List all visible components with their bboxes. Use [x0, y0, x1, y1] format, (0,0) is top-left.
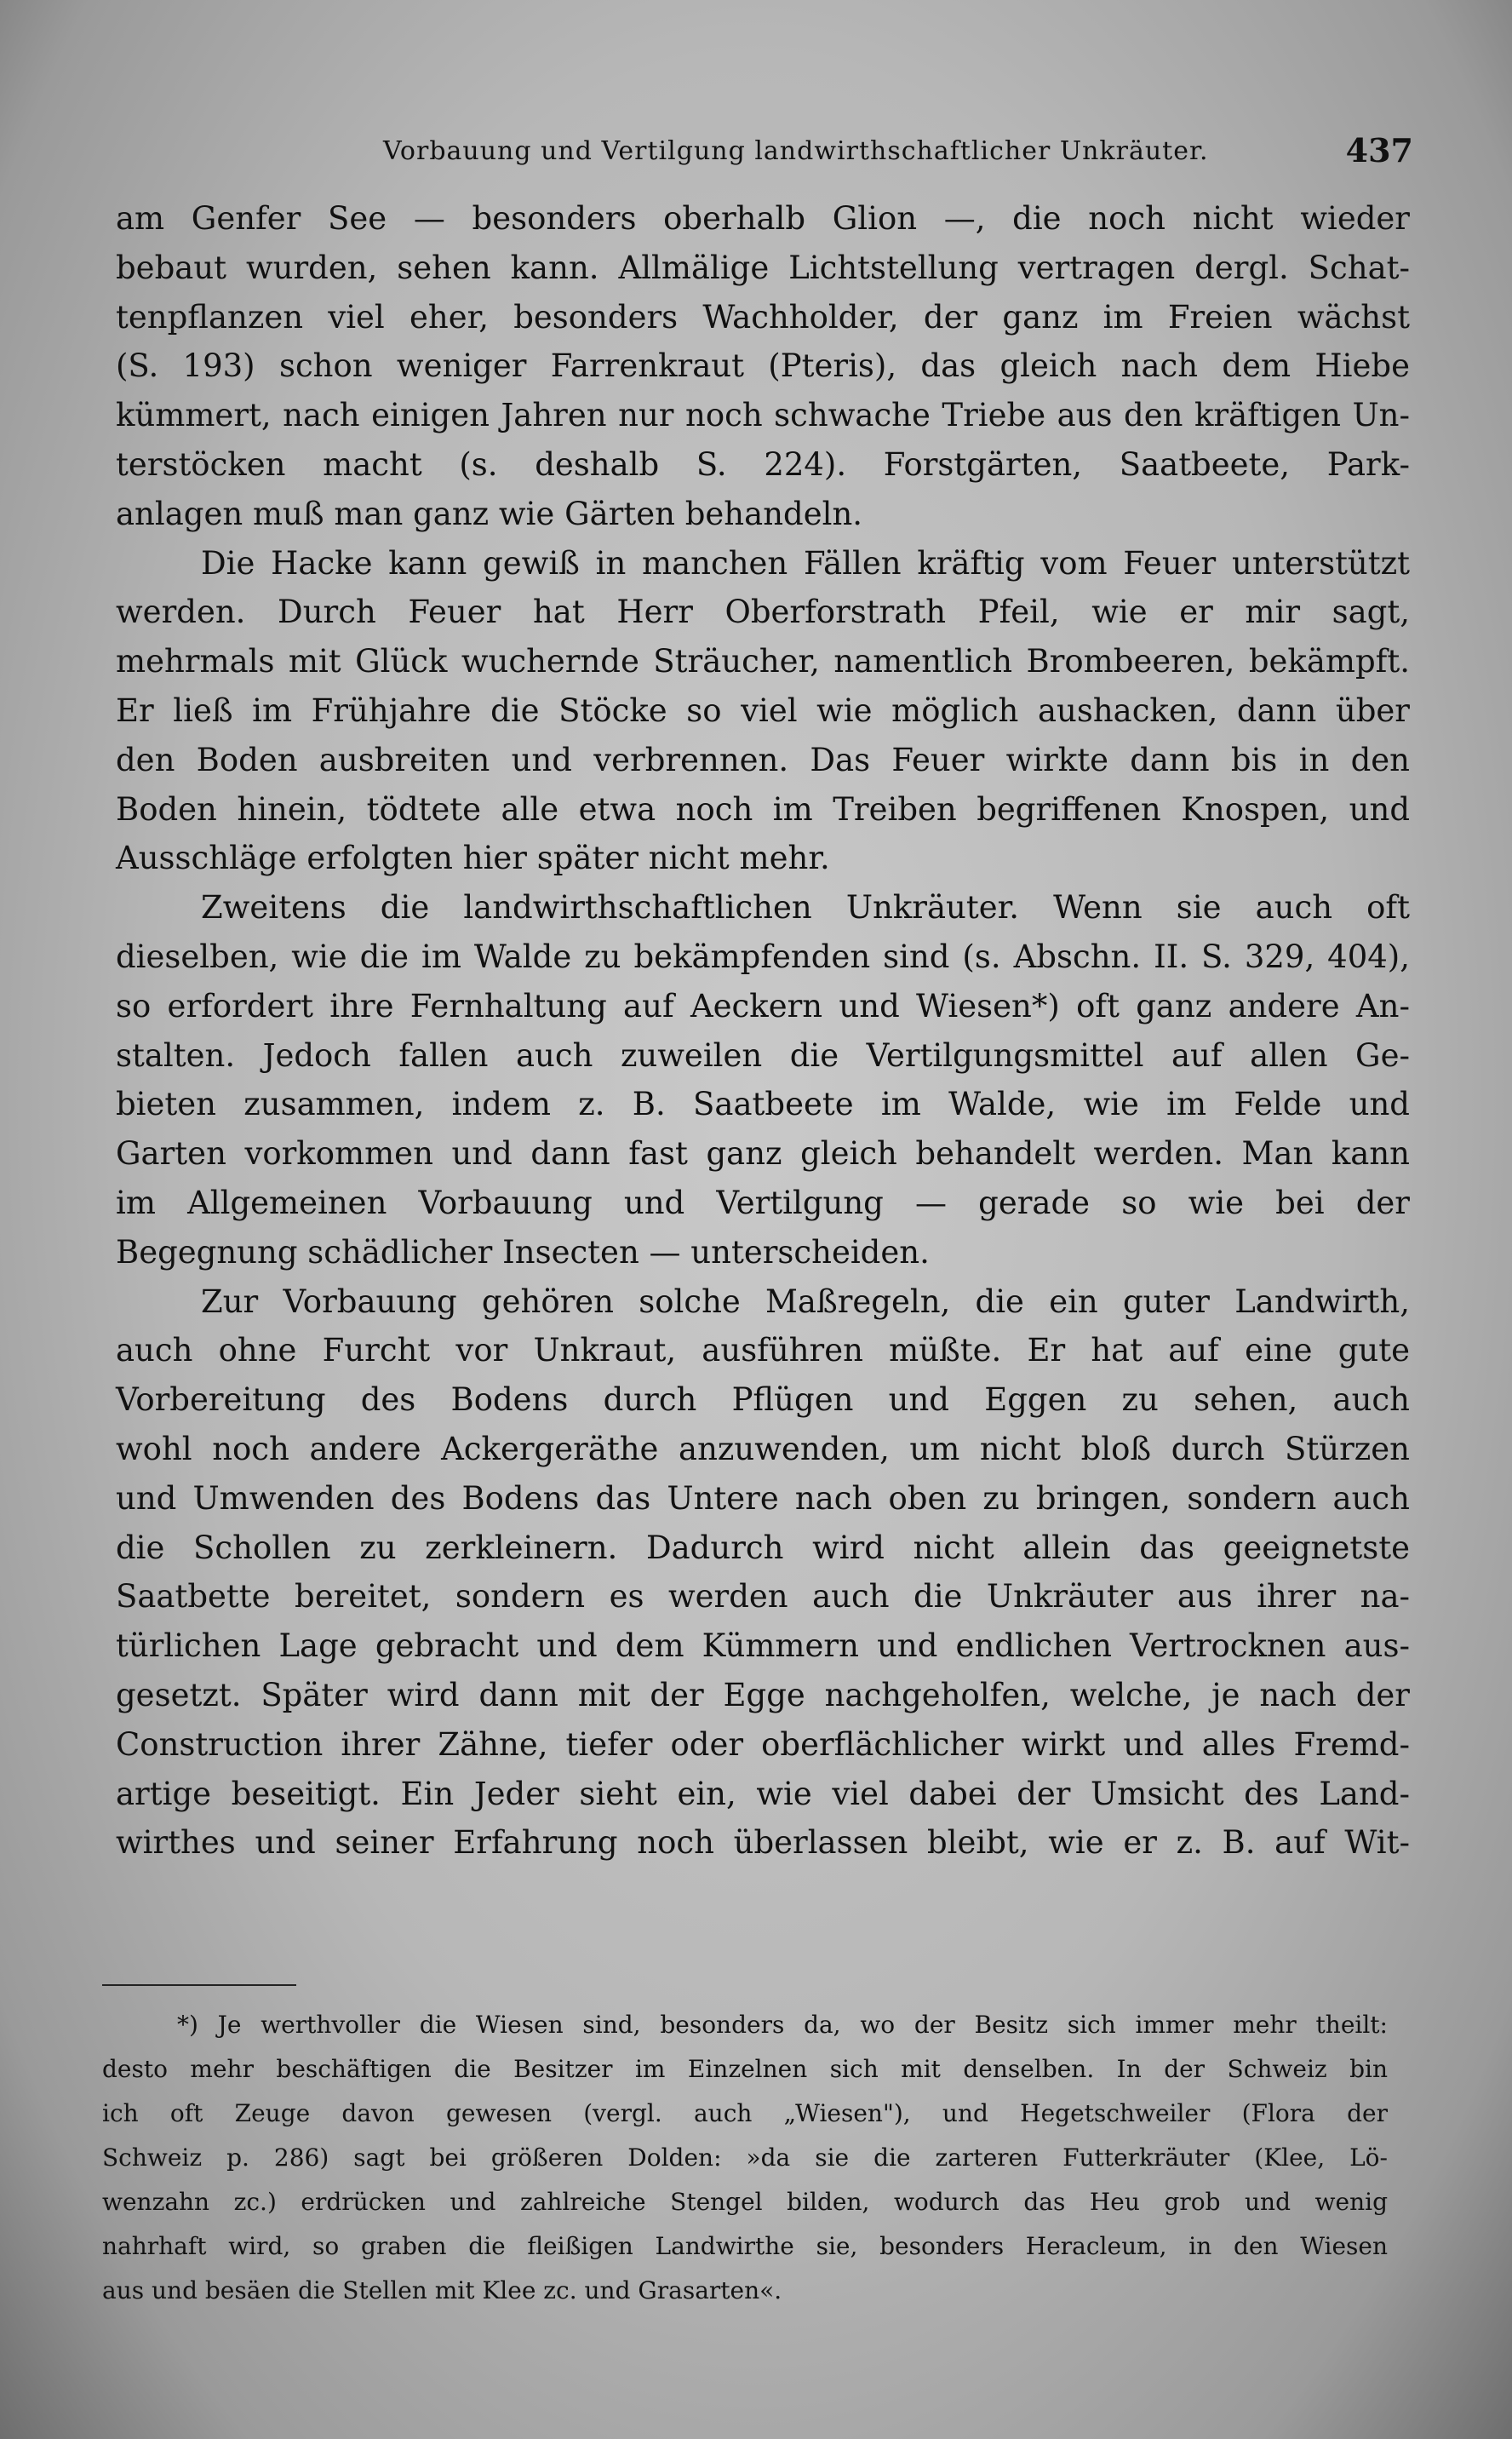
text-line: tenpflanzen viel eher, besonders Wachholder, der ganz im Freien wächst: [116, 298, 1410, 336]
text-line: auch ohne Furcht vor Unkraut, ausführen müßte. Er hat auf eine gute: [116, 1332, 1410, 1369]
main-text: [116, 194, 1410, 1868]
header-title: Vorbauung und Vertilgung landwirthschaftlicher Unkräuter.: [383, 136, 1209, 166]
footnote-line: *) Je werthvoller die Wiesen sind, besonders da, wo der Besitz sich immer mehr theilt:: [177, 2011, 1388, 2039]
text-line: mehrmals mit Glück wuchernde Sträucher, namentlich Brombeeren, bekämpft.: [116, 643, 1410, 680]
text-line: Zweitens die landwirthschaftlichen Unkräuter. Wenn sie auch oft: [201, 889, 1410, 927]
footnote-line: nahrhaft wird, so graben die fleißigen Landwirthe sie, besonders Heracleum, in den Wiesen: [102, 2232, 1388, 2260]
text-line: stalten. Jedoch fallen auch zuweilen die Vertilgungsmittel auf allen Ge-: [116, 1036, 1410, 1074]
footnotes: [102, 2003, 1388, 2313]
text-line: im Allgemeinen Vorbauung und Vertilgung — gerade so wie bei der: [116, 1184, 1410, 1221]
text-line: terstöcken macht (s. deshalb S. 224). Forstgärten, Saatbeete, Park-: [116, 445, 1410, 483]
text-line: die Schollen zu zerkleinern. Dadurch wird nicht allein das geeignetste: [116, 1529, 1410, 1566]
text-line: gesetzt. Später wird dann mit der Egge nachgeholfen, welche, je nach der: [116, 1676, 1410, 1713]
text-line: (S. 193) schon weniger Farrenkraut (Pteris), das gleich nach dem Hiebe: [116, 347, 1410, 385]
text-line: türlichen Lage gebracht und dem Kümmern und endlichen Vertrocknen aus-: [116, 1627, 1410, 1665]
footnote-line: desto mehr beschäftigen die Besitzer im Einzelnen sich mit denselben. In der Schweiz bin: [102, 2055, 1388, 2083]
text-line: Die Hacke kann gewiß in manchen Fällen kräftig vom Feuer unterstützt: [201, 544, 1410, 582]
text-line: werden. Durch Feuer hat Herr Oberforstrath Pfeil, wie er mir sagt,: [116, 594, 1410, 631]
text-line: wohl noch andere Ackergeräthe anzuwenden, um nicht bloß durch Stürzen: [116, 1430, 1410, 1467]
footnote-line: Schweiz p. 286) sagt bei größeren Dolden: »da sie die zarteren Futterkräuter (Klee, Lö-: [102, 2143, 1388, 2172]
text-line: Begegnung schädlicher Insecten — unterscheiden.: [116, 1233, 930, 1271]
text-line: am Genfer See — besonders oberhalb Glion —, die noch nicht wieder: [116, 200, 1410, 237]
footnote-divider: [102, 1984, 296, 1986]
text-line: artige beseitigt. Ein Jeder sieht ein, wie viel dabei der Umsicht des Land-: [116, 1775, 1410, 1812]
text-line: Er ließ im Frühjahre die Stöcke so viel wie möglich aushacken, dann über: [116, 692, 1410, 729]
page-number: 437: [1345, 131, 1413, 169]
footnote-line: wenzahn zc.) erdrücken und zahlreiche Stengel bilden, wodurch das Heu grob und wenig: [102, 2188, 1388, 2216]
text-line: bebaut wurden, sehen kann. Allmälige Lichtstellung vertragen dergl. Schat-: [116, 249, 1410, 286]
text-line: Saatbette bereitet, sondern es werden auch die Unkräuter aus ihrer na-: [116, 1578, 1410, 1615]
text-line: kümmert, nach einigen Jahren nur noch schwache Triebe aus den kräftigen Un-: [116, 397, 1410, 434]
text-line: so erfordert ihre Fernhaltung auf Aeckern und Wiesen*) oft ganz andere An-: [116, 987, 1410, 1024]
text-line: Zur Vorbauung gehören solche Maßregeln, die ein guter Landwirth,: [201, 1283, 1410, 1320]
text-line: Ausschläge erfolgten hier später nicht mehr.: [116, 840, 830, 877]
footnote-line: ich oft Zeuge davon gewesen (vergl. auch „Wiesen"), und Hegetschweiler (Flora der: [102, 2099, 1388, 2127]
text-line: anlagen muß man ganz wie Gärten behandeln.: [116, 495, 863, 532]
text-line: Boden hinein, tödtete alle etwa noch im Treiben begriffenen Knospen, und: [116, 790, 1410, 828]
text-line: den Boden ausbreiten und verbrennen. Das Feuer wirkte dann bis in den: [116, 741, 1410, 778]
text-line: Vorbereitung des Bodens durch Pflügen und Eggen zu sehen, auch: [116, 1381, 1410, 1419]
text-line: Garten vorkommen und dann fast ganz gleich behandelt werden. Man kann: [116, 1135, 1410, 1173]
text-line: Construction ihrer Zähne, tiefer oder oberflächlicher wirkt und alles Fremd-: [116, 1725, 1410, 1763]
running-header: [383, 131, 1413, 187]
footnote-line: aus und besäen die Stellen mit Klee zc. und Grasarten«.: [102, 2276, 782, 2304]
text-line: bieten zusammen, indem z. B. Saatbeete im Walde, wie im Felde und: [116, 1086, 1410, 1123]
text-line: und Umwenden des Bodens das Untere nach oben zu bringen, sondern auch: [116, 1479, 1410, 1517]
text-line: dieselben, wie die im Walde zu bekämpfenden sind (s. Abschn. II. S. 329, 404),: [116, 938, 1410, 975]
text-line: wirthes und seiner Erfahrung noch überlassen bleibt, wie er z. B. auf Wit-: [116, 1824, 1410, 1862]
